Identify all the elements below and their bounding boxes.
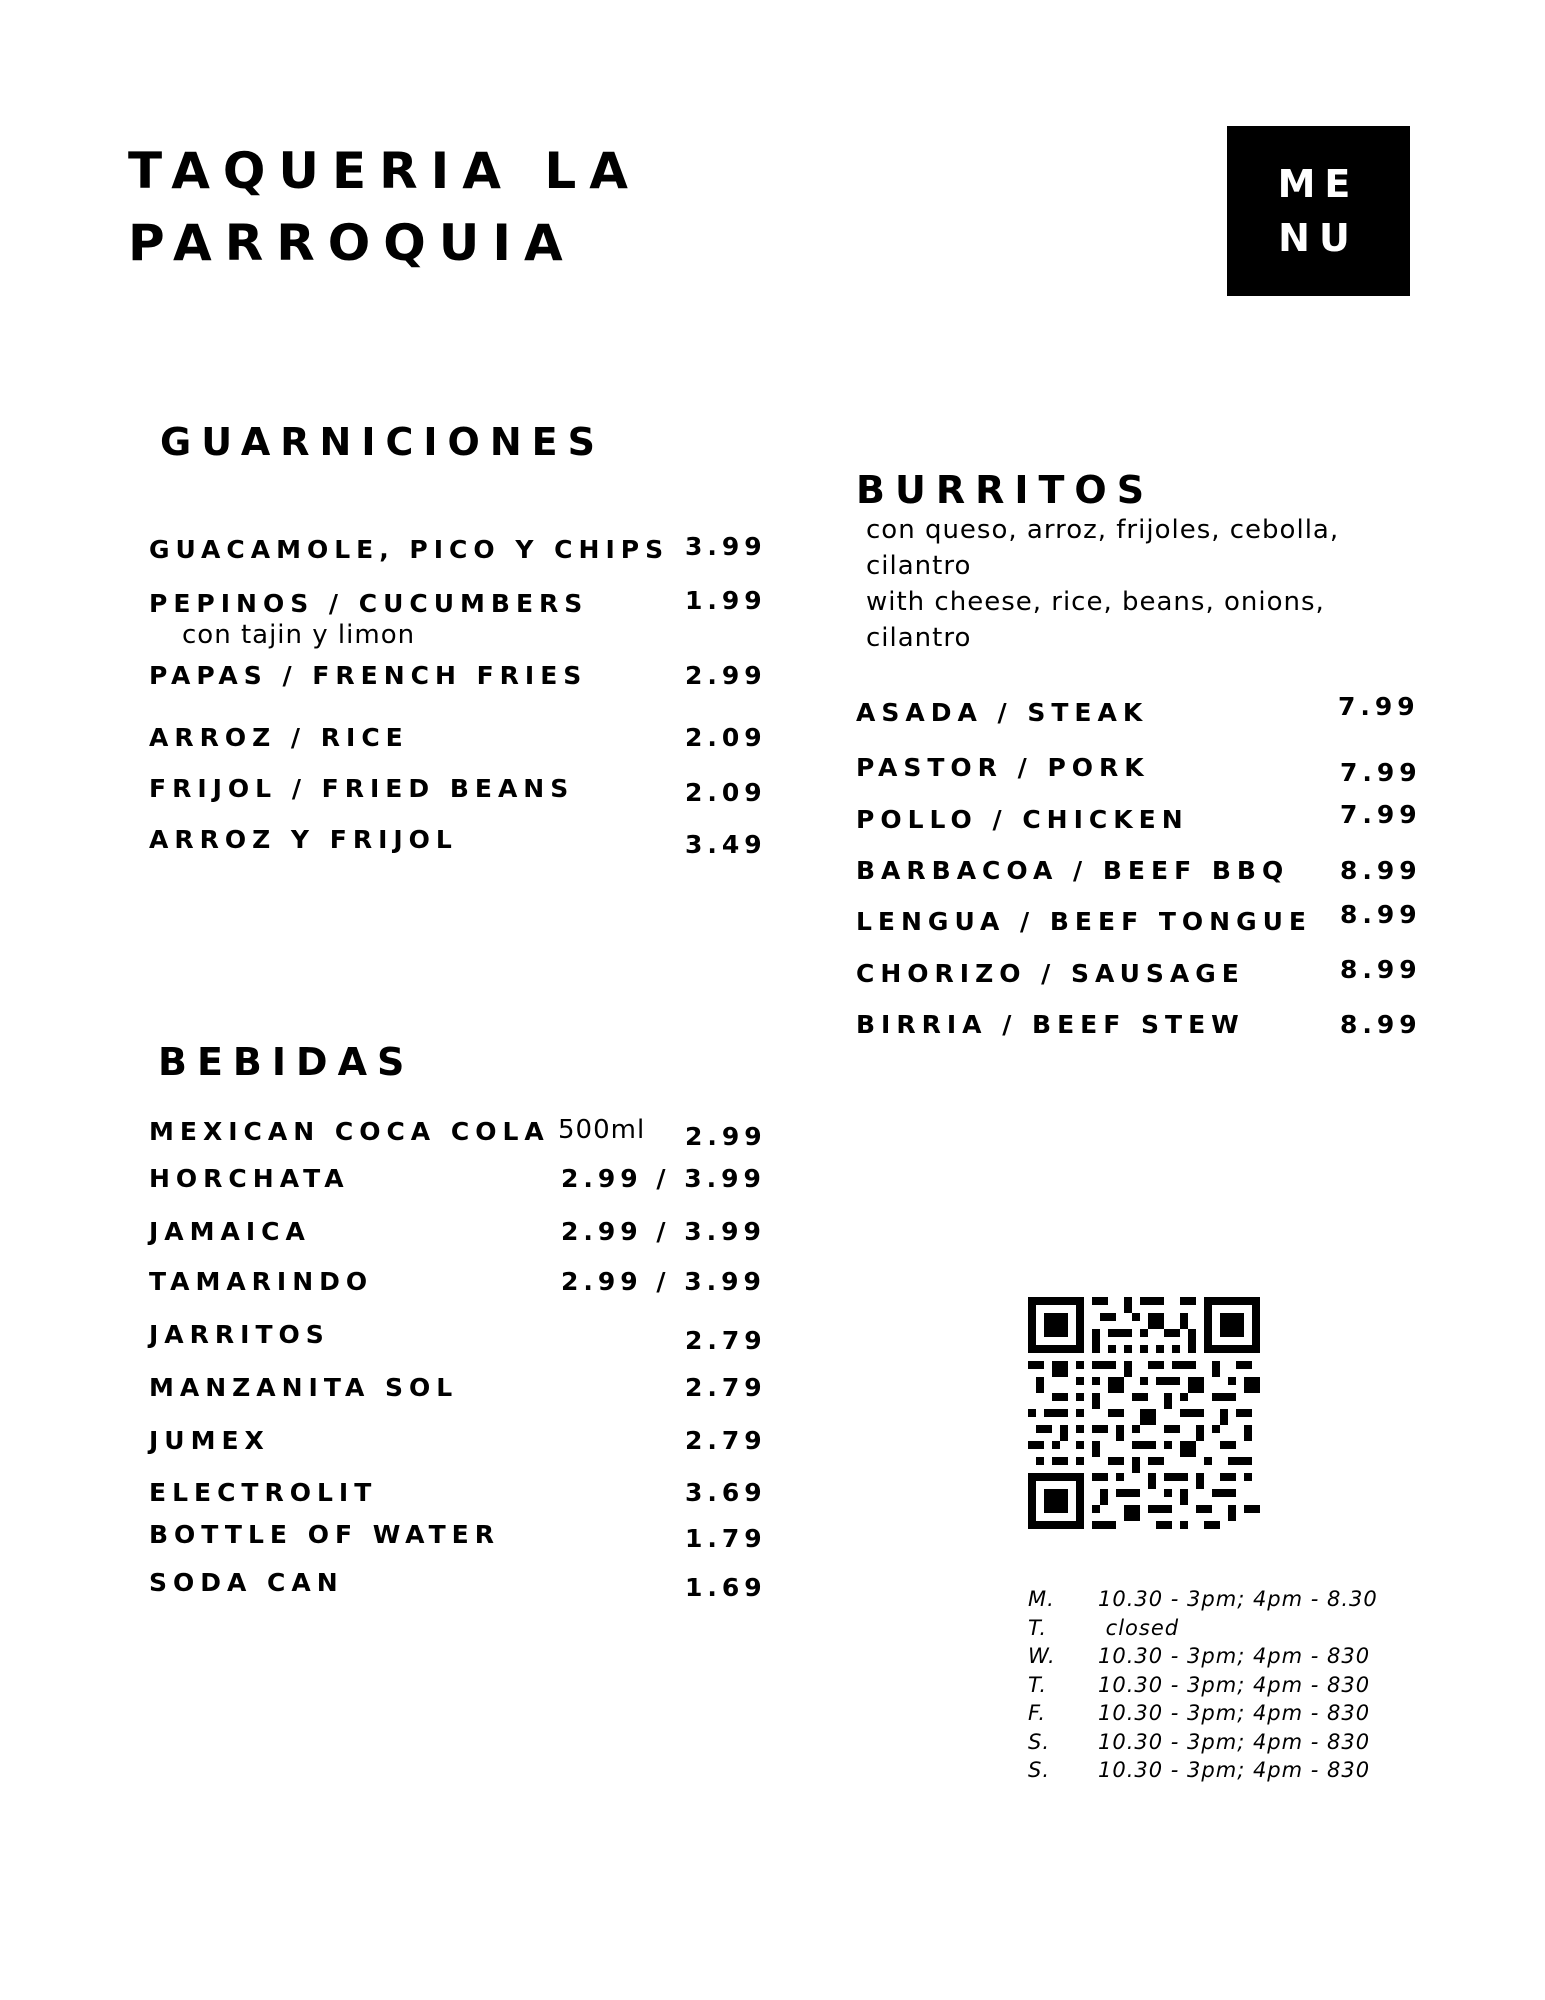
hours-row (1028, 1699, 1378, 1728)
bebidas-item-name: MANZANITA SOL (149, 1373, 459, 1402)
burritos-description-line: con queso, arroz, frijoles, cebolla, (866, 515, 1340, 545)
restaurant-name-line2: PARROQUIA (128, 214, 576, 272)
menu-badge-line1: ME (1277, 162, 1360, 206)
burritos-description-line: cilantro (866, 623, 972, 653)
hours-day: T. (1028, 1672, 1048, 1697)
burritos-item-name: BARBACOA / BEEF BBQ (856, 856, 1290, 885)
hours-time: closed (1098, 1615, 1180, 1640)
bebidas-item-size: 500ml (558, 1115, 646, 1145)
hours-time: 10.30 - 3pm; 4pm - 830 (1098, 1729, 1371, 1754)
burritos-description-line: with cheese, rice, beans, onions, (866, 587, 1325, 617)
bebidas-item-name: JAMAICA (149, 1217, 311, 1246)
bebidas-item-name: JUMEX (149, 1426, 270, 1455)
guarniciones-item-price: 3.49 (685, 830, 767, 859)
guarniciones-item-name: PAPAS / FRENCH FRIES (149, 661, 588, 690)
burritos-item-name: PASTOR / PORK (856, 753, 1150, 782)
hours-row (1028, 1614, 1378, 1643)
hours-day: W. (1028, 1644, 1056, 1668)
bebidas-item-price: 2.79 (685, 1373, 767, 1402)
burritos-item-price: 8.99 (1340, 900, 1422, 929)
burritos-description (866, 512, 1426, 656)
bebidas-item-name: MEXICAN COCA COLA (149, 1117, 550, 1146)
burritos-item-name: ASADA / STEAK (856, 698, 1149, 727)
bebidas-item-name: BOTTLE OF WATER (149, 1520, 500, 1549)
guarniciones-item-price: 2.09 (685, 723, 767, 752)
hours-time: 10.30 - 3pm; 4pm - 830 (1098, 1644, 1371, 1668)
bebidas-item-price: 2.99 / 3.99 (561, 1267, 766, 1296)
bebidas-heading: BEBIDAS (158, 1040, 415, 1084)
bebidas-item-name: SODA CAN (149, 1568, 344, 1597)
burritos-item-name: POLLO / CHICKEN (856, 805, 1189, 834)
bebidas-item-name: JARRITOS (149, 1320, 330, 1349)
guarniciones-item-note: con tajin y limon (182, 620, 416, 650)
bebidas-item-price: 3.69 (685, 1478, 767, 1507)
guarniciones-item-name: PEPINOS / CUCUMBERS (149, 589, 589, 618)
bebidas-item-name: TAMARINDO (149, 1267, 374, 1296)
hours-day: T. (1028, 1615, 1048, 1640)
guarniciones-heading: GUARNICIONES (160, 420, 605, 464)
menu-badge-line2: NU (1278, 216, 1359, 260)
hours-row (1028, 1728, 1378, 1757)
menu-badge (1227, 126, 1410, 296)
guarniciones-item-name: ARROZ / RICE (149, 723, 409, 752)
guarniciones-item-name: FRIJOL / FRIED BEANS (149, 774, 575, 803)
hours-day: M. (1028, 1587, 1055, 1611)
hours-day: S. (1028, 1758, 1051, 1782)
hours-time: 10.30 - 3pm; 4pm - 830 (1098, 1701, 1371, 1725)
burritos-heading: BURRITOS (856, 468, 1155, 512)
restaurant-title (128, 135, 641, 279)
bebidas-item-price: 1.79 (685, 1524, 767, 1553)
guarniciones-item-name: GUACAMOLE, PICO Y CHIPS (149, 535, 670, 564)
bebidas-item-price: 2.99 / 3.99 (561, 1217, 766, 1246)
qr-code[interactable] (1028, 1297, 1260, 1529)
burritos-item-name: CHORIZO / SAUSAGE (856, 959, 1245, 988)
burritos-item-price: 7.99 (1338, 692, 1420, 721)
bebidas-item-price: 2.79 (685, 1426, 767, 1455)
restaurant-name-line1: TAQUERIA LA (128, 142, 641, 200)
guarniciones-item-price: 2.09 (685, 778, 767, 807)
guarniciones-item-price: 1.99 (685, 586, 767, 615)
hours-row (1028, 1756, 1378, 1785)
hours-row (1028, 1585, 1378, 1614)
burritos-item-name: BIRRIA / BEEF STEW (856, 1010, 1245, 1039)
hours-time: 10.30 - 3pm; 4pm - 830 (1098, 1672, 1371, 1697)
burritos-item-price: 8.99 (1340, 856, 1422, 885)
bebidas-item-name: ELECTROLIT (149, 1478, 378, 1507)
bebidas-item-price: 2.99 (685, 1122, 767, 1151)
guarniciones-item-price: 3.99 (685, 532, 767, 561)
guarniciones-item-name: ARROZ Y FRIJOL (149, 825, 458, 854)
bebidas-item-name: HORCHATA (149, 1164, 350, 1193)
bebidas-item-price: 1.69 (685, 1573, 767, 1602)
opening-hours (1028, 1585, 1378, 1785)
burritos-item-name: LENGUA / BEEF TONGUE (856, 907, 1312, 936)
bebidas-item-price: 2.79 (685, 1326, 767, 1355)
hours-row (1028, 1671, 1378, 1700)
burritos-item-price: 7.99 (1340, 800, 1422, 829)
hours-time: 10.30 - 3pm; 4pm - 830 (1098, 1758, 1371, 1782)
burritos-item-price: 8.99 (1340, 1010, 1422, 1039)
hours-time: 10.30 - 3pm; 4pm - 8.30 (1098, 1587, 1378, 1611)
hours-row (1028, 1642, 1378, 1671)
bebidas-item-price: 2.99 / 3.99 (561, 1164, 766, 1193)
burritos-description-line: cilantro (866, 551, 972, 581)
guarniciones-item-price: 2.99 (685, 661, 767, 690)
burritos-item-price: 7.99 (1340, 758, 1422, 787)
burritos-item-price: 8.99 (1340, 955, 1422, 984)
hours-day: S. (1028, 1729, 1051, 1754)
hours-day: F. (1028, 1701, 1047, 1725)
